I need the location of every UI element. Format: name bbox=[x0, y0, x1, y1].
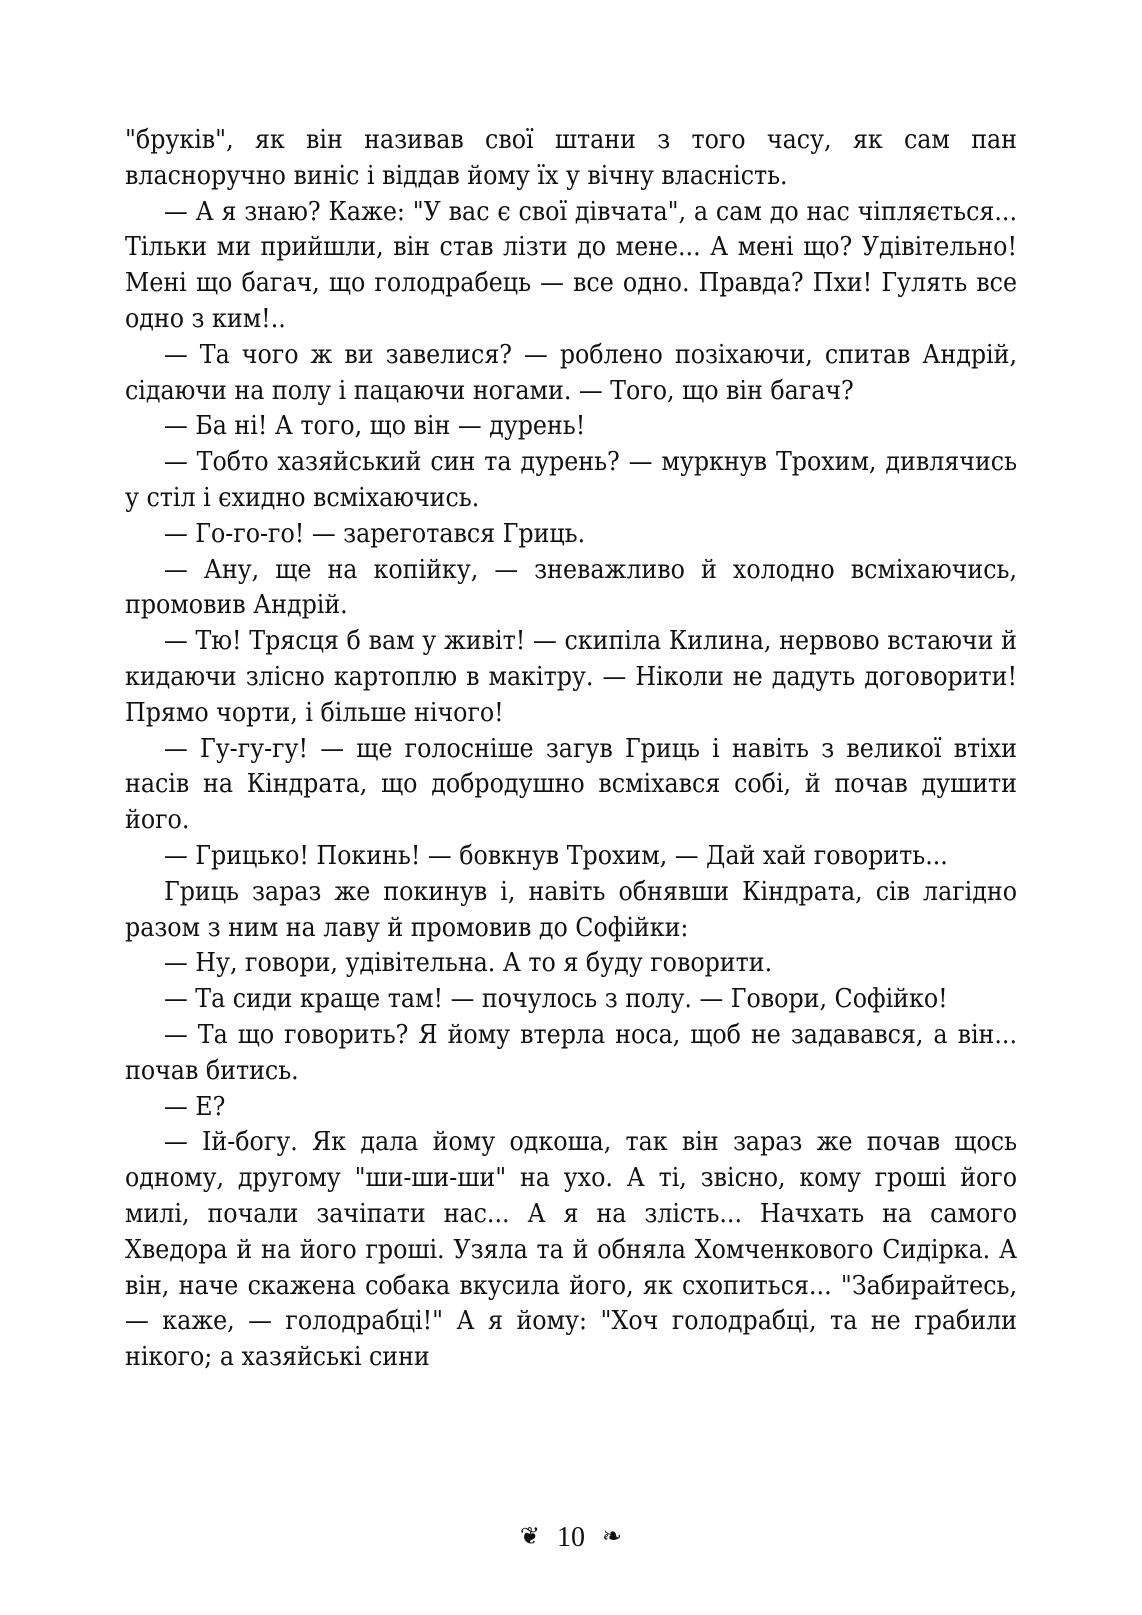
paragraph: — Та сиди краще там! — почулось з полу. — Говори, Софійко! bbox=[164, 983, 948, 1015]
paragraph: — Ну, говори, удівітельна. А то я буду говорити. bbox=[164, 947, 773, 979]
paragraph: — А я знаю? Каже: "У вас є свої дівчата", а сам до нас чіпляється... Тільки ми прийшли, він став лізти до мене... А мені що? Удівітельно! Мені що багач, що голодрабець — все одно. Правда? Пхи! Гулять все одно з ким!.. bbox=[125, 195, 1017, 334]
ornament-left-icon: ❦ bbox=[519, 1524, 540, 1550]
paragraph: — Е? bbox=[164, 1090, 226, 1122]
paragraph: — Ану, ще на копійку, — зневажливо й холодно всміхаючись, промовив Андрій. bbox=[125, 553, 1017, 621]
paragraph: Гриць зараз же покинув і, навіть обнявши Кіндрата, сів лагідно разом з ним на лаву й промовив до Софійки: bbox=[125, 875, 1017, 943]
paragraph: — Тобто хазяйський син та дурень? — муркнув Трохим, дивлячись у стіл і єхидно всміхаючись. bbox=[125, 446, 1017, 513]
paragraph: — Го-го-го! — зареготався Гриць. bbox=[164, 517, 586, 549]
paragraph: "бруків", як він називав свої штани з того часу, як сам пан власноручно виніс і віддав йому їх у вічну власність. bbox=[125, 124, 1017, 191]
paragraph: — Грицько! Покинь! — бовкнув Трохим, — Дай хай говорить... bbox=[164, 839, 948, 871]
page-number: 10 bbox=[557, 1522, 585, 1553]
ornament-right-icon: ❧ bbox=[602, 1524, 623, 1550]
paragraph: — Гу-гу-гу! — ще голосніше загув Гриць і навіть з великої втіхи насів на Кіндрата, що добродушно всміхався собі, й почав душити його. bbox=[125, 732, 1017, 836]
paragraph: — Та чого ж ви завелися? — роблено позіхаючи, спитав Андрій, сідаючи на полу і пацаючи ногами. — Того, що він багач? bbox=[125, 338, 1017, 406]
paragraph: — Та що говорить? Я йому втерла носа, щоб не задавався, а він... почав битись. bbox=[125, 1018, 1017, 1086]
paragraph: — Тю! Трясця б вам у живіт! — скипіла Килина, нервово встаючи й кидаючи злісно картоплю в макітру. — Ніколи не дадуть договорити! Прямо чорти, і більше нічого! bbox=[125, 625, 1017, 728]
page-footer bbox=[0, 1519, 1142, 1556]
page-body bbox=[125, 122, 1017, 1375]
paragraph: — Ба ні! А того, що він — дурень! bbox=[164, 410, 586, 442]
paragraph: — Ій-богу. Як дала йому одкоша, так він зараз же почав щось одному, другому "ши-ши-ши" на ухо. А ті, звісно, кому гроші його милі, почали зачіпати нас... А я на злість... Начхать на самого Хведора й на його гроші. Узяла та й обняла Хомченкового Сидірка. А він, наче скажена собака вкусила його, як схопиться... "Забирайтесь, — каже, — голодрабці!" А я йому: "Хоч голодрабці, та не грабили нікого; а хазяйські сини bbox=[125, 1126, 1017, 1373]
